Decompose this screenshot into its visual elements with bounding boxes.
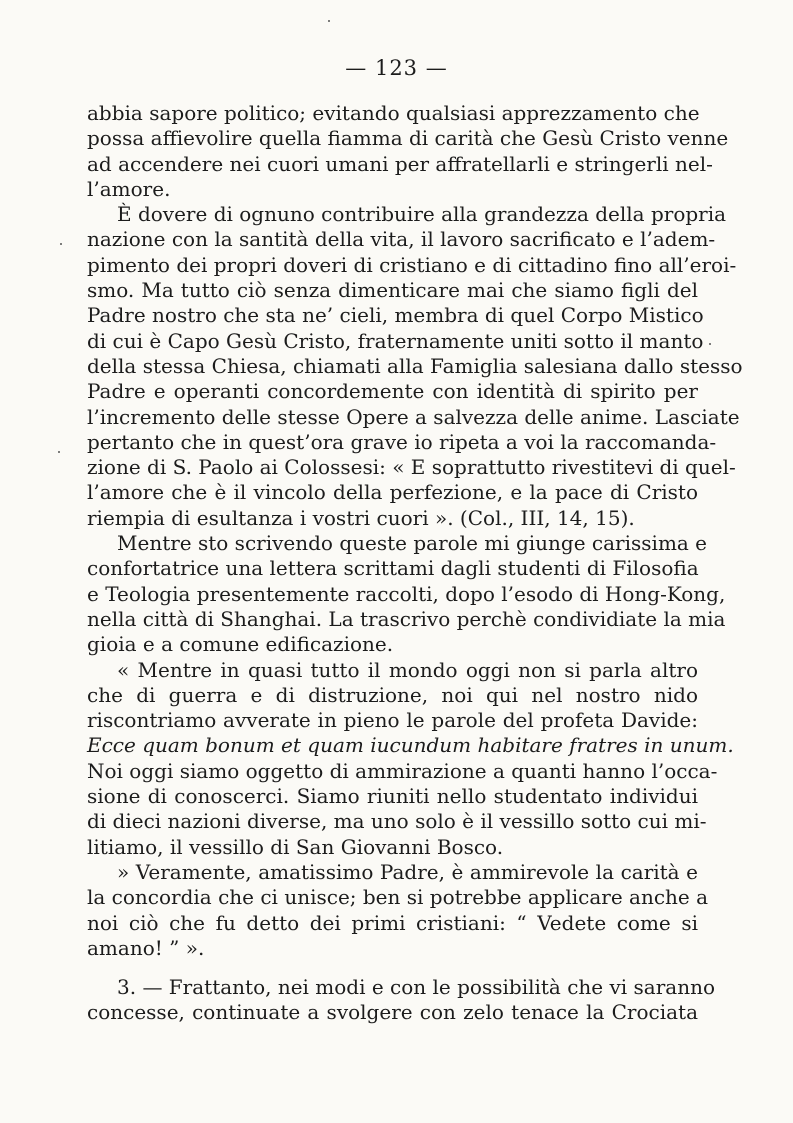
- text-line: zione di S. Paolo ai Colossesi: « E soprattutto rivestitevi di quel-: [87, 455, 736, 480]
- text-line: nazione con la santità della vita, il lavoro sacrificato e l’adem-: [87, 227, 716, 252]
- scan-speck: [60, 243, 62, 245]
- text-line: gioia e a comune edificazione.: [87, 632, 394, 657]
- text-line: 3. — Frattanto, nei modi e con le possibilità che vi saranno: [117, 975, 716, 1000]
- text-line: Padre nostro che sta ne’ cieli, membra di quel Corpo Mistico: [87, 303, 704, 328]
- text-line: amano! ” ».: [87, 935, 205, 960]
- paragraph-4: [87, 657, 734, 860]
- paragraph-2: [87, 202, 743, 531]
- text-line: l’incremento delle stesse Opere a salvezza delle anime. Lasciate: [87, 404, 740, 429]
- section-gap: [87, 961, 698, 975]
- paragraph-3: [87, 531, 726, 657]
- text-line: « Mentre in quasi tutto il mondo oggi non si parla altro: [117, 657, 698, 682]
- text-line: abbia sapore politico; evitando qualsiasi apprezzamento che: [87, 101, 700, 125]
- page-number: — 123 —: [345, 56, 448, 80]
- text-line: pertanto che in quest’ora grave io ripeta a voi la raccomanda-: [87, 429, 717, 454]
- paragraph-6: [87, 975, 716, 1026]
- text-line: riscontriamo avverate in pieno le parole del profeta Davide:: [87, 708, 698, 733]
- text-line: di dieci nazioni diverse, ma uno solo è il vessillo sotto cui mi-: [87, 809, 707, 834]
- scan-speck: [709, 343, 711, 345]
- text-line: possa affievolire quella fiamma di carità che Gesù Cristo venne: [87, 126, 729, 151]
- text-line: litiamo, il vessillo di San Giovanni Bosco.: [87, 834, 504, 859]
- text-line: e Teologia presentemente raccolti, dopo l’esodo di Hong-Kong,: [87, 581, 726, 606]
- text-line: noi ciò che fu detto dei primi cristiani: “ Vedete come si: [87, 910, 698, 935]
- text-line: nella città di Shanghai. La trascrivo perchè condividiate la mia: [87, 606, 726, 631]
- text-line: della stessa Chiesa, chiamati alla Famiglia salesiana dallo stesso: [87, 353, 743, 378]
- text-line: l’amore.: [87, 176, 171, 201]
- paragraph-1: [87, 101, 729, 202]
- text-line: concesse, continuate a svolgere con zelo tenace la Crociata: [87, 1000, 698, 1025]
- text-line: Padre e operanti concordemente con identità di spirito per: [87, 379, 698, 404]
- text-line: sione di conoscerci. Siamo riuniti nello studentato individui: [87, 784, 698, 809]
- text-line: pimento dei propri doveri di cristiano e di cittadino fino all’eroi-: [87, 252, 737, 277]
- text-line: Noi oggi siamo oggetto di ammirazione a quanti hanno l’occa-: [87, 758, 718, 783]
- text-line: ad accendere nei cuori umani per affratellarli e stringerli nel-: [87, 151, 713, 176]
- text-line: Mentre sto scrivendo queste parole mi giunge carissima e: [117, 531, 708, 556]
- text-line: » Veramente, amatissimo Padre, è ammirevole la carità e: [117, 859, 698, 884]
- text-line: È dovere di ognuno contribuire alla grandezza della propria: [117, 202, 727, 227]
- text-line: la concordia che ci unisce; ben si potrebbe applicare anche a: [87, 885, 709, 910]
- text-line: che di guerra e di distruzione, noi qui nel nostro nido: [87, 682, 698, 707]
- text-line: riempia di esultanza i vostri cuori ». (Col., III, 14, 15).: [87, 505, 635, 530]
- text-line: smo. Ma tutto ciò senza dimenticare mai che siamo figli del: [87, 278, 698, 303]
- scan-speck: [328, 20, 330, 22]
- text-line: l’amore che è il vincolo della perfezione, e la pace di Cristo: [87, 480, 698, 505]
- text-line: confortatrice una lettera scrittami dagli studenti di Filosofia: [87, 556, 699, 581]
- latin-quotation: Ecce quam bonum et quam iucundum habitare fratres in unum.: [87, 733, 734, 758]
- body-text: [87, 101, 743, 1026]
- scan-speck: [58, 451, 60, 453]
- paragraph-5: [87, 859, 709, 961]
- text-line: di cui è Capo Gesù Cristo, fraternamente uniti sotto il manto: [87, 328, 704, 353]
